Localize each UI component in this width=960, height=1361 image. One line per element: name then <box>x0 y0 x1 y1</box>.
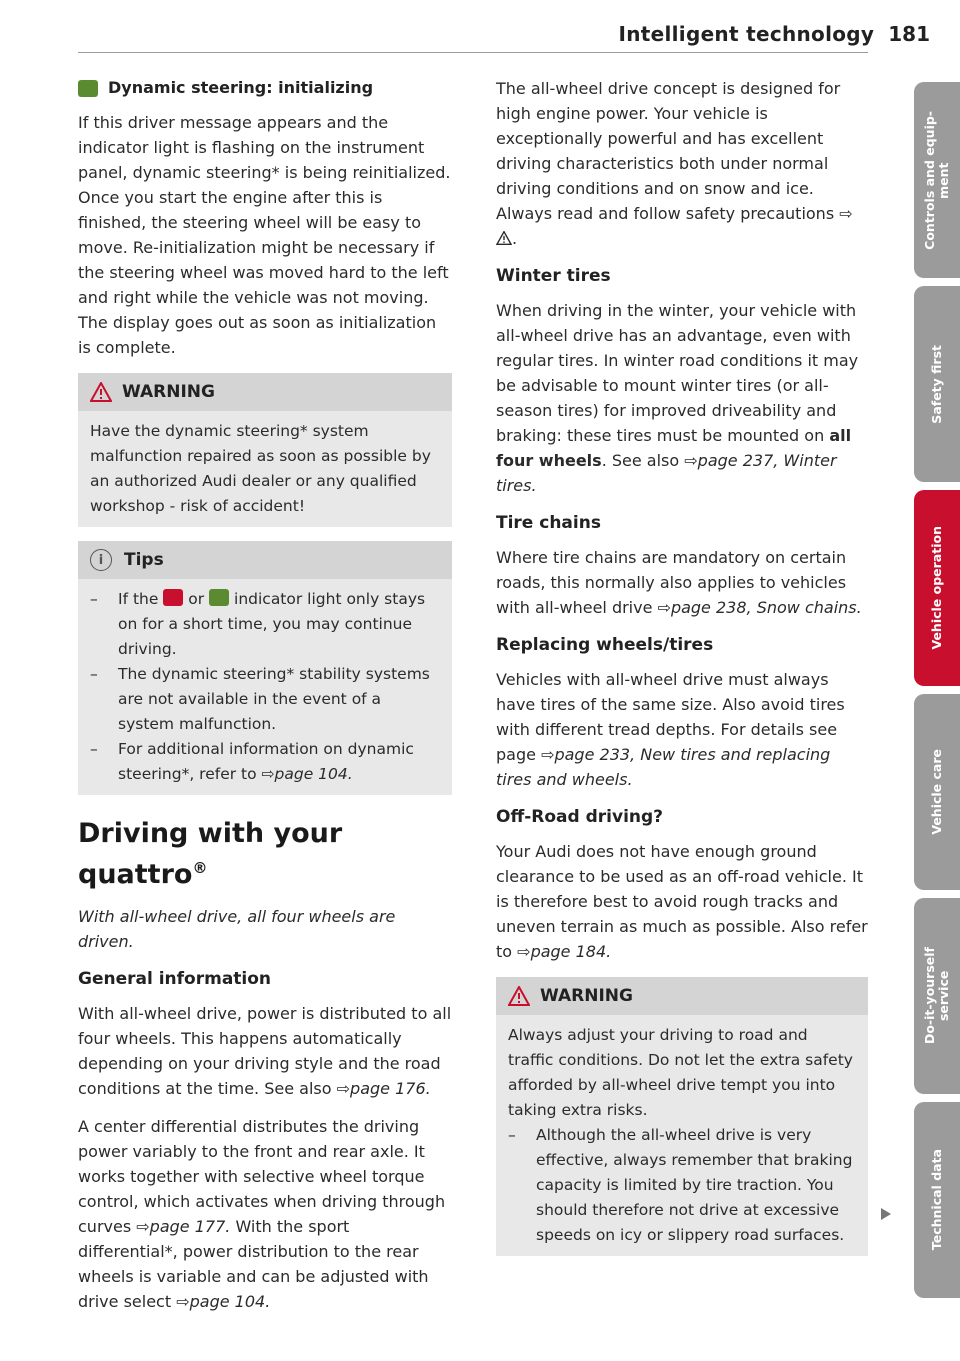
left-column <box>78 76 452 1327</box>
section-dynamic-steering-heading: Dynamic steering: initializing <box>78 76 452 100</box>
tip-item: – For additional information on dynamic steering*, refer to ⇨page 104. <box>90 740 414 783</box>
tips-box <box>78 541 452 795</box>
page-reference-link[interactable]: ⇨page 184. <box>517 942 612 961</box>
warning-heading: WARNING <box>496 977 868 1015</box>
replacing-wheels-paragraph: Vehicles with all-wheel drive must always have tires of the same size. Also avoid tires with different tread depths. For details see page ⇨page 233, New tires and replacing tires and wheels. <box>496 670 845 789</box>
red-indicator-icon <box>163 589 183 606</box>
warning-text: Have the dynamic steering* system malfunction repaired as soon as possible by an authorized Audi dealer or any qualified workshop - risk of accident! <box>90 422 431 515</box>
continue-arrow-icon <box>880 1207 892 1221</box>
dynamic-steering-paragraph: If this driver message appears and the indicator light is flashing on the instrument panel, dynamic steering* is being reinitialized. Once you start the engine after this is finished, the steering wheel will be easy to move. Re-initialization might be necessary if the steering wheel was moved hard to the left and right while the vehicle was not moving. The display goes out as soon as initialization is complete. <box>78 113 451 357</box>
tab-controls-and-equipment[interactable]: Controls and equip- ment <box>914 82 960 278</box>
tab-vehicle-care[interactable]: Vehicle care <box>914 694 960 890</box>
all-wheel-paragraph: The all-wheel drive concept is designed for high engine power. Your vehicle is exceptionally powerful and has excellent driving characteristics both under normal driving conditions and on snow and ice. Always read and follow safety precautions ⇨. <box>496 79 853 248</box>
warning-box <box>496 977 868 1256</box>
winter-tires-paragraph: When driving in the winter, your vehicle with all-wheel drive has an advantage, even with regular tires. In winter road conditions it may be advisable to mount winter tires (or all-season tires) for improved driveability and braking: these tires must be mounted on all four wheels. See also ⇨page 237, Winter tires. <box>496 301 859 495</box>
section-title-quattro: Driving with your quattro® <box>78 818 343 890</box>
center-differential-paragraph: A center differential distributes the driving power variably to the front and rear axle. It works together with selective wheel torque control, which activates when driving through curves ⇨page 177. With the sport differential*, power distribution to the rear wheels is variable and can be adjusted with drive select ⇨page 104. <box>78 1117 446 1311</box>
page-header <box>495 22 930 46</box>
warning-item: – Although the all-wheel drive is very effective, always remember that braking capacity is limited by tire traction. You should therefore not drive at excessive speeds on icy or slippery road surfaces. <box>508 1126 853 1244</box>
tab-do-it-yourself-service[interactable]: Do-it-yourself service <box>914 898 960 1094</box>
tip-item: – The dynamic steering* stability systems are not available in the event of a system malfunction. <box>90 665 430 733</box>
page-reference-link[interactable]: ⇨page 177. <box>136 1217 231 1236</box>
tips-heading: i Tips <box>78 541 452 579</box>
tire-chains-paragraph: Where tire chains are mandatory on certain roads, this normally also applies to vehicles with all-wheel drive ⇨page 238, Snow chains. <box>496 548 862 617</box>
steering-indicator-icon <box>78 80 98 97</box>
warning-box <box>78 373 452 527</box>
page-reference-link[interactable]: ⇨page 237, Winter tires. <box>496 451 837 495</box>
warning-triangle-icon <box>508 986 530 1006</box>
page-number: 181 <box>888 22 930 46</box>
replacing-wheels-heading: Replacing wheels/tires <box>496 635 714 655</box>
off-road-heading: Off-Road driving? <box>496 807 664 827</box>
page-reference-link[interactable]: ⇨page 238, Snow chains. <box>657 598 862 617</box>
tip-item: – If the or indicator light only stays on for a short time, you may continue driving. <box>90 590 426 658</box>
warning-triangle-icon <box>496 231 512 245</box>
page-reference-link[interactable]: ⇨page 176. <box>336 1079 431 1098</box>
green-indicator-icon <box>209 589 229 606</box>
general-information-paragraph: With all-wheel drive, power is distributed to all four wheels. This happens automatically depending on your driving style and the road conditions at the time. See also ⇨page 176. <box>78 1004 452 1098</box>
off-road-paragraph: Your Audi does not have enough ground clearance to be used as an off-road vehicle. It is therefore best to avoid rough tracks and uneven terrain as much as possible. Also refer to ⇨page 184. <box>496 842 868 961</box>
page-reference-link[interactable]: ⇨page 233, New tires and replacing tires and wheels. <box>496 745 831 789</box>
page-reference-link[interactable]: ⇨page 104. <box>261 765 353 783</box>
general-information-heading: General information <box>78 969 272 989</box>
page-reference-link[interactable]: ⇨page 104. <box>176 1292 271 1311</box>
running-title: Intelligent technology <box>618 22 875 46</box>
warning-text: Always adjust your driving to road and traffic conditions. Do not let the extra safety afforded by all-wheel drive tempt you into taking extra risks. <box>508 1026 853 1119</box>
warning-heading: WARNING <box>78 373 452 411</box>
right-column <box>496 76 868 1270</box>
info-icon: i <box>90 549 112 571</box>
header-rule <box>78 52 868 53</box>
tire-chains-heading: Tire chains <box>496 513 601 533</box>
section-intro: With all-wheel drive, all four wheels are driven. <box>78 907 396 951</box>
tab-vehicle-operation[interactable]: Vehicle operation <box>914 490 960 686</box>
warning-triangle-icon <box>90 382 112 402</box>
tab-safety-first[interactable]: Safety first <box>914 286 960 482</box>
winter-tires-heading: Winter tires <box>496 266 611 286</box>
tab-technical-data[interactable]: Technical data <box>914 1102 960 1298</box>
